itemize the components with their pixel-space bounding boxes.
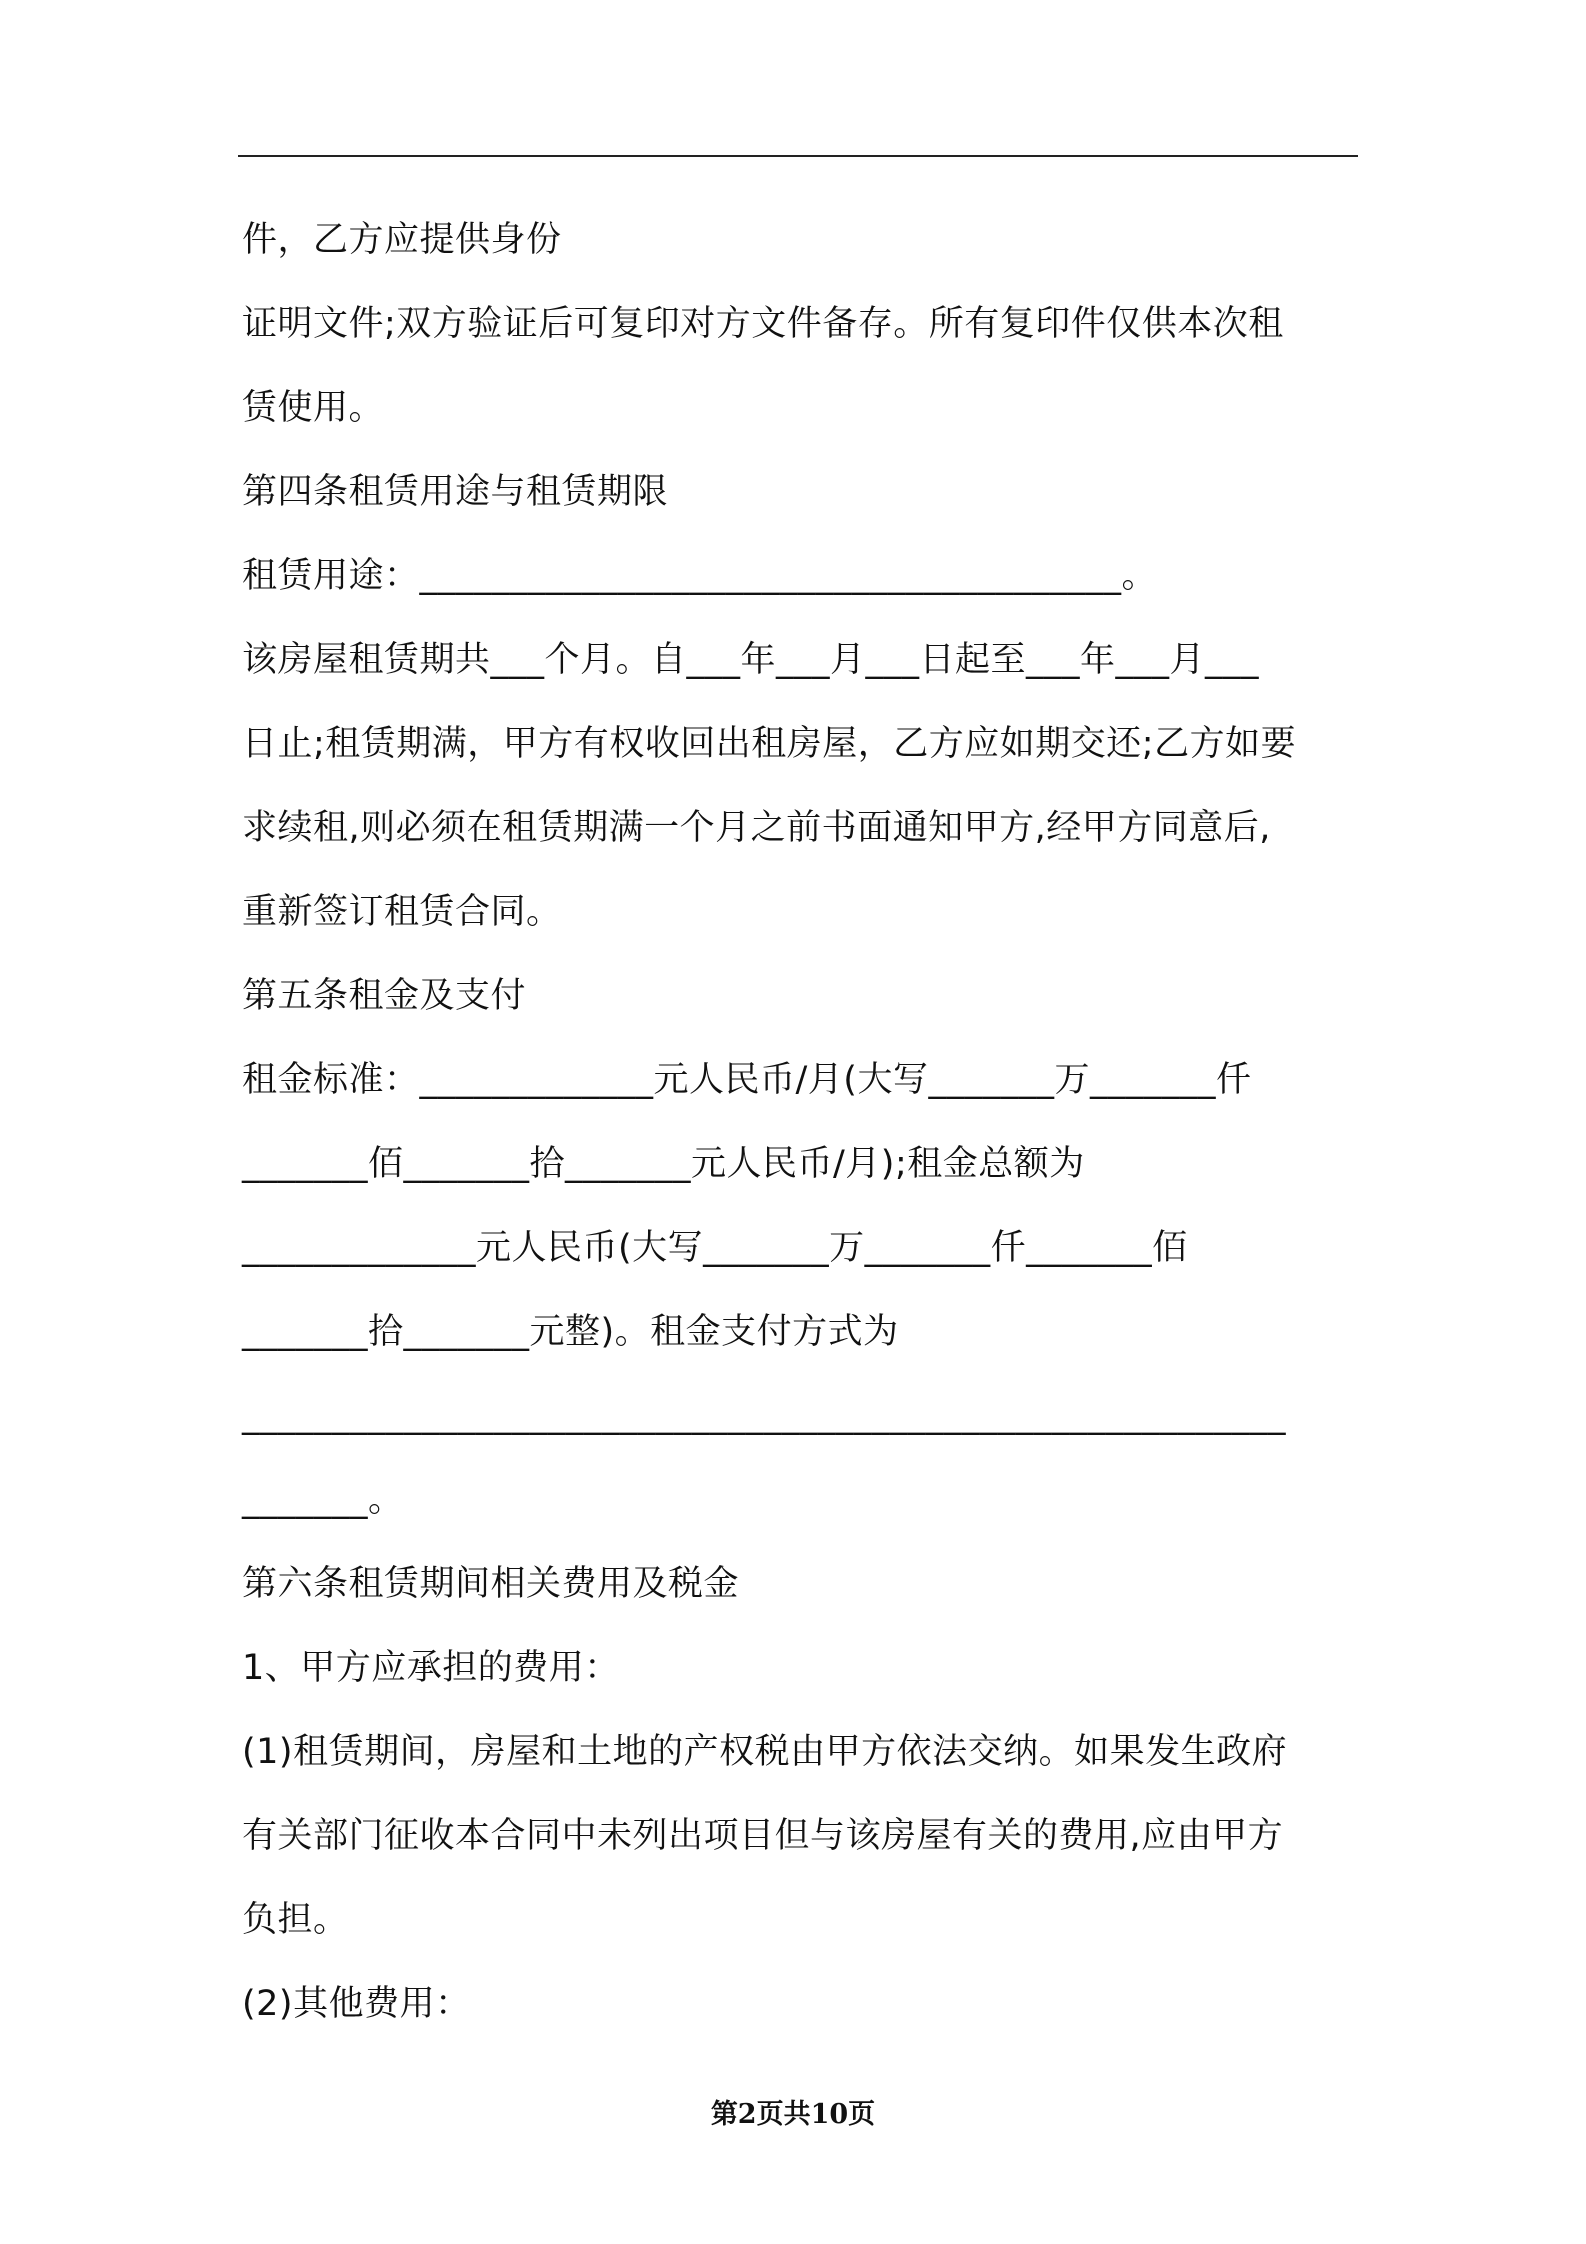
text-line: _____________元人民币(大写_______万_______仟_______佰 [242, 1228, 1188, 1268]
text-line: _______拾_______元整)。租金支付方式为 [242, 1312, 899, 1352]
section-heading: 第五条租金及支付 [242, 976, 527, 1016]
text-line: 赁使用。 [242, 388, 385, 428]
text-line: 证明文件;双方验证后可复印对方文件备存。所有复印件仅供本次租 [242, 304, 1284, 344]
text-line: 求续租,则必须在租赁期满一个月之前书面通知甲方,经甲方同意后, [242, 808, 1271, 848]
header-rule [238, 155, 1358, 157]
text-line: 日止;租赁期满，甲方有权收回出租房屋，乙方应如期交还;乙方如要 [242, 724, 1297, 764]
text-line: 租金标准：_____________元人民币/月(大写_______万_______仟 [242, 1060, 1252, 1100]
text-line: 件，乙方应提供身份 [242, 220, 562, 260]
text-line: (1)租赁期间，房屋和土地的产权税由甲方依法交纳。如果发生政府 [242, 1732, 1288, 1772]
text-line: 1、甲方应承担的费用： [242, 1648, 620, 1688]
text-line: 负担。 [242, 1900, 349, 1940]
section-heading: 第六条租赁期间相关费用及税金 [242, 1564, 740, 1604]
text-line: 该房屋租赁期共___个月。自___年___月___日起至___年___月___ [242, 640, 1260, 680]
page-number: 第2页共10页 [710, 2099, 876, 2130]
text-line: 重新签订租赁合同。 [242, 892, 562, 932]
text-line: 有关部门征收本合同中未列出项目但与该房屋有关的费用,应由甲方 [242, 1816, 1284, 1856]
text-line: (2)其他费用： [242, 1984, 471, 2024]
document-body [242, 198, 1358, 2046]
text-line: 租赁用途：_______________________________________。 [242, 556, 1158, 596]
text-line: _______佰_______拾_______元人民币/月);租金总额为 [242, 1144, 1085, 1184]
text-line: _______。 [242, 1480, 404, 1520]
text-line: __________________________________________________________ [242, 1396, 1286, 1436]
section-heading: 第四条租赁用途与租赁期限 [242, 472, 669, 512]
